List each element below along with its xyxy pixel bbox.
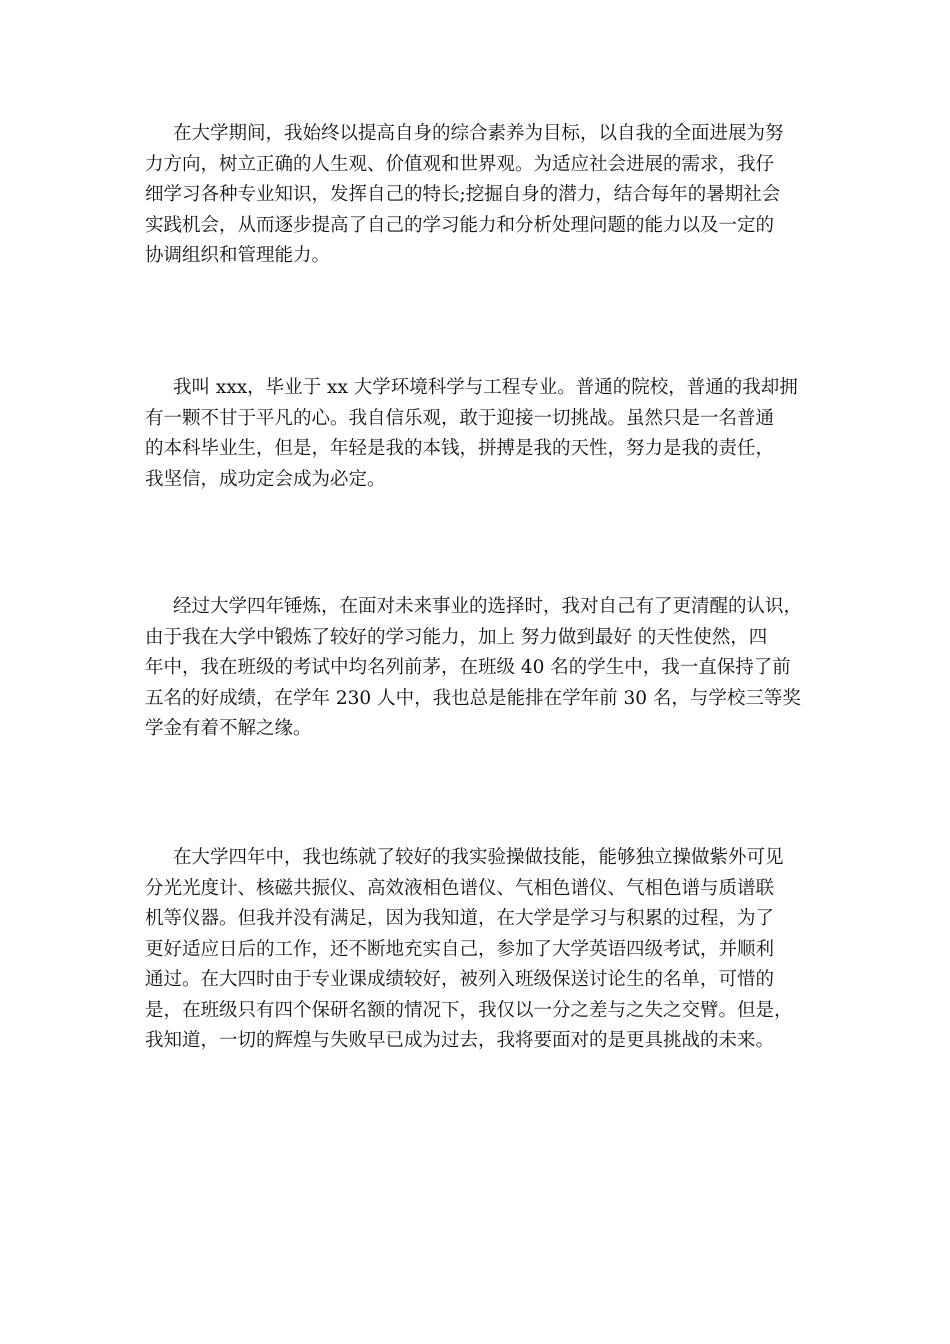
paragraph-line: 我叫 xxx，毕业于 xx 大学环境科学与工程专业。普通的院校，普通的我却拥 (173, 377, 798, 398)
paragraph-line: 机等仪器。但我并没有满足，因为我知道，在大学是学习与积累的过程，为了 (145, 908, 775, 929)
paragraph-line: 学金有着不解之缘。 (145, 718, 312, 739)
paragraph-line: 的本科毕业生，但是，年轻是我的本钱，拼搏是我的天性，努力是我的责任， (145, 438, 775, 459)
paragraph-4 (145, 843, 815, 1057)
paragraph-line: 我知道，一切的辉煌与失败早已成为过去，我将要面对的是更具挑战的未来。 (145, 1030, 775, 1051)
paragraph-line: 通过。在大四时由于专业课成绩较好，被列入班级保送讨论生的名单，可惜的 (145, 969, 775, 990)
paragraph-line: 分光光度计、核磁共振仪、高效液相色谱仪、气相色谱仪、气相色谱与质谱联 (145, 877, 775, 899)
paragraph-line: 五名的好成绩，在学年 230 人中，我也总是能排在学年前 30 名，与学校三等奖 (145, 687, 801, 709)
paragraph-line: 在大学期间，我始终以提高自身的综合素养为目标，以自我的全面进展为努 (173, 123, 784, 144)
paragraph-line: 协调组织和管理能力。 (145, 245, 331, 266)
paragraph-line: 有一颗不甘于平凡的心。我自信乐观，敢于迎接一切挑战。虽然只是一名普通 (145, 407, 775, 429)
paragraph-1 (145, 119, 815, 272)
paragraph-line: 力方向，树立正确的人生观、价值观和世界观。为适应社会进展的需求，我仔 (145, 153, 775, 175)
paragraph-line: 是，在班级只有四个保研名额的情况下，我仅以一分之差与之失之交臂。但是， (145, 999, 793, 1021)
paragraph-line: 经过大学四年锤炼，在面对未来事业的选择时，我对自己有了更清醒的认识， (173, 596, 803, 617)
paragraph-3 (145, 592, 815, 745)
paragraph-line: 我坚信，成功定会成为必定。 (145, 468, 386, 490)
paragraph-line: 年中，我在班级的考试中均名列前茅，在班级 40 名的学生中，我一直保持了前 (145, 657, 791, 678)
paragraph-line: 由于我在大学中锻炼了较好的学习能力，加上 努力做到最好 的天性使然，四 (145, 626, 768, 648)
paragraph-line: 在大学四年中，我也练就了较好的我实验操做技能，能够独立操做紫外可见 (173, 847, 784, 868)
paragraph-2 (145, 373, 815, 495)
paragraph-line: 实践机会，从而逐步提高了自己的学习能力和分析处理问题的能力以及一定的 (145, 214, 775, 236)
paragraph-line: 细学习各种专业知识，发挥自己的特长;挖掘自身的潜力，结合每年的暑期社会 (145, 184, 781, 205)
paragraph-line: 更好适应日后的工作，还不断地充实自己，参加了大学英语四级考试，并顺利 (145, 938, 775, 960)
